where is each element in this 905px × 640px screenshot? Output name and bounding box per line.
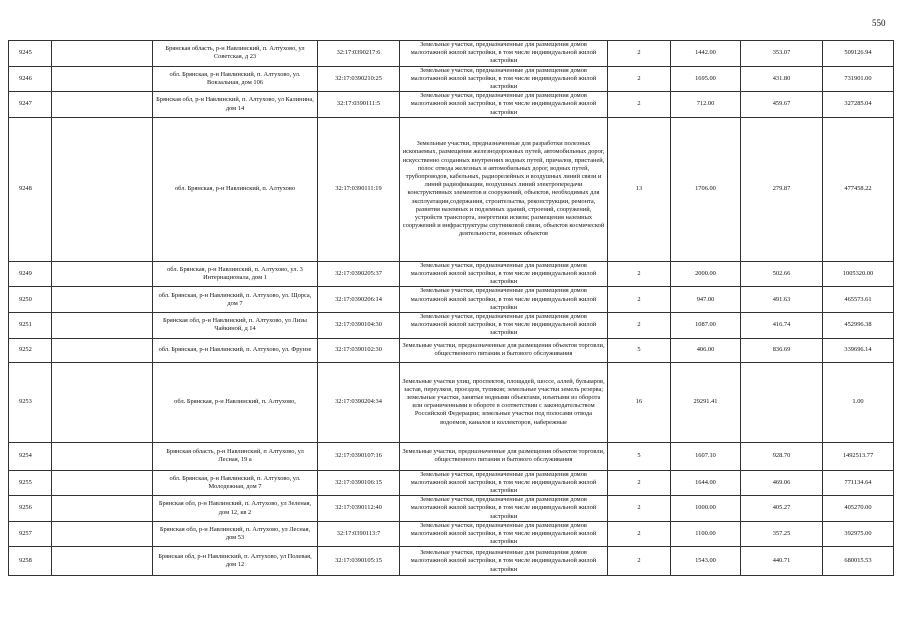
area-cell: 29291.41 — [671, 362, 741, 442]
empty-cell — [52, 521, 153, 547]
area-cell: 1644.00 — [671, 470, 741, 496]
table-row — [9, 470, 894, 496]
cadastral-value-cell: 1.00 — [823, 362, 894, 442]
use-group-cell: 2 — [608, 547, 671, 576]
table-row — [9, 547, 894, 576]
row-number: 9250 — [9, 287, 52, 313]
use-group-cell: 2 — [608, 287, 671, 313]
area-cell: 1087.00 — [671, 313, 741, 339]
cadastral-number-cell: 32:17:0390217:6 — [318, 41, 400, 67]
area-cell: 1543.00 — [671, 547, 741, 576]
use-group-cell: 2 — [608, 92, 671, 118]
empty-cell — [52, 496, 153, 522]
empty-cell — [52, 442, 153, 470]
cadastral-number-cell: 32:17:0390113:7 — [318, 521, 400, 547]
row-number: 9245 — [9, 41, 52, 67]
land-use-cell: Земельные участки, предназначенные для размещения объектов торговли, общественного питания и бытового обслуживания — [400, 442, 608, 470]
use-group-cell: 2 — [608, 66, 671, 92]
use-group-cell: 2 — [608, 496, 671, 522]
unit-value-cell: 491.63 — [741, 287, 823, 313]
cadastral-value-cell: 452996.38 — [823, 313, 894, 339]
cadastral-number-cell: 32:17:0390204:34 — [318, 362, 400, 442]
land-use-cell: Земельные участки, предназначенные для разработки полезных ископаемых, размещения железнодорожных путей, автомобильных дорог, искусственно созданных внутренних водных путей, причалов, пристаней, полос отвода железных и автомобильных дорог, водных путей, трубопроводов, кабельных, радиорелейных и воздушных линий связи и линий радиофикации, воздушных линий электропередачи конструктивных элементов и сооружений, объектов, необходимых для эксплуатации,содержания, строительства, реконструкции, ремонта, развития наземных и подземных зданий, строений, сооружений, устройств транспорта, энергетики исвязи; размещения наземных сооружений и инфраструктуры спутниковой связи, объектов космической деятельности, военных объектов — [400, 117, 608, 261]
address-cell: обл. Брянская, р-н Навлинский, п. Алтухово — [153, 117, 318, 261]
cadastral-value-cell: 327285.04 — [823, 92, 894, 118]
cadastral-number-cell: 32:17:0390205:37 — [318, 261, 400, 287]
use-group-cell: 16 — [608, 362, 671, 442]
use-group-cell: 2 — [608, 261, 671, 287]
land-plot-table — [8, 40, 894, 576]
area-cell: 1100.00 — [671, 521, 741, 547]
cadastral-value-cell: 1005320.00 — [823, 261, 894, 287]
row-number: 9246 — [9, 66, 52, 92]
cadastral-number-cell: 32:17:0390107:16 — [318, 442, 400, 470]
table-row — [9, 117, 894, 261]
empty-cell — [52, 287, 153, 313]
table-row — [9, 338, 894, 362]
use-group-cell: 5 — [608, 338, 671, 362]
row-number: 9251 — [9, 313, 52, 339]
unit-value-cell: 405.27 — [741, 496, 823, 522]
use-group-cell: 2 — [608, 313, 671, 339]
address-cell: обл. Брянская, р-н Навлинский, п. Алтухово, ул. 3 Интернационала, дом 1 — [153, 261, 318, 287]
row-number: 9254 — [9, 442, 52, 470]
cadastral-number-cell: 32:17:0390112:40 — [318, 496, 400, 522]
row-number: 9253 — [9, 362, 52, 442]
cadastral-value-cell: 405270.00 — [823, 496, 894, 522]
cadastral-number-cell: 32:17:0390111:5 — [318, 92, 400, 118]
cadastral-number-cell: 32:17:0390102:30 — [318, 338, 400, 362]
address-cell: Брянская область, р-н Навлинский, п. Алтухово, ул Советская, д 23 — [153, 41, 318, 67]
cadastral-value-cell: 680015.53 — [823, 547, 894, 576]
address-cell: Брянская обл, р-н Навлинский, п. Алтухово, ул Калинина, дом 14 — [153, 92, 318, 118]
unit-value-cell: 279.87 — [741, 117, 823, 261]
land-use-cell: Земельные участки, предназначенные для размещения домов малоэтажной жилой застройки, в том числе индивидуальной жилой застройки — [400, 521, 608, 547]
address-cell: Брянская обл, р-н Навлинский, п. Алтухово, ул Лизы Чайкиной, д 14 — [153, 313, 318, 339]
unit-value-cell: 353.07 — [741, 41, 823, 67]
cadastral-value-cell: 477458.22 — [823, 117, 894, 261]
address-cell: Брянская обл, р-н Навлинский, п. Алтухово, ул Полевая, дом 12 — [153, 547, 318, 576]
area-cell: 1442.00 — [671, 41, 741, 67]
cadastral-number-cell: 32:17:0390105:15 — [318, 547, 400, 576]
address-cell: Брянская обл, р-н Навлинский, п. Алтухово, ул Лесная, дом 53 — [153, 521, 318, 547]
address-cell: обл. Брянская, р-н Навлинский, п. Алтухово, ул. Фрунзе — [153, 338, 318, 362]
row-number: 9258 — [9, 547, 52, 576]
land-use-cell: Земельные участки, предназначенные для размещения домов малоэтажной жилой застройки, в том числе индивидуальной жилой застройки — [400, 313, 608, 339]
empty-cell — [52, 117, 153, 261]
land-use-cell: Земельные участки, предназначенные для размещения домов малоэтажной жилой застройки, в том числе индивидуальной жилой застройки — [400, 547, 608, 576]
empty-cell — [52, 338, 153, 362]
table-row — [9, 287, 894, 313]
land-use-cell: Земельные участки, предназначенные для размещения домов малоэтажной жилой застройки, в том числе индивидуальной жилой застройки — [400, 287, 608, 313]
cadastral-value-cell: 731901.00 — [823, 66, 894, 92]
table-row — [9, 92, 894, 118]
table-row — [9, 41, 894, 67]
cadastral-value-cell: 1492513.77 — [823, 442, 894, 470]
row-number: 9249 — [9, 261, 52, 287]
cadastral-number-cell: 32:17:0390111:19 — [318, 117, 400, 261]
row-number: 9252 — [9, 338, 52, 362]
unit-value-cell — [741, 362, 823, 442]
row-number: 9247 — [9, 92, 52, 118]
empty-cell — [52, 547, 153, 576]
row-number: 9248 — [9, 117, 52, 261]
row-number: 9255 — [9, 470, 52, 496]
cadastral-number-cell: 32:17:0390206:14 — [318, 287, 400, 313]
unit-value-cell: 357.25 — [741, 521, 823, 547]
empty-cell — [52, 470, 153, 496]
land-use-cell: Земельные участки, предназначенные для размещения домов малоэтажной жилой застройки, в том числе индивидуальной жилой застройки — [400, 92, 608, 118]
unit-value-cell: 469.06 — [741, 470, 823, 496]
area-cell: 1706.00 — [671, 117, 741, 261]
address-cell: обл. Брянская, р-н Навлинский, п. Алтухово, ул. Вокзальная, дом 106 — [153, 66, 318, 92]
unit-value-cell: 928.70 — [741, 442, 823, 470]
area-cell: 2000.00 — [671, 261, 741, 287]
address-cell: Брянская обл, р-н Навлинский, п. Алтухово, ул Зеленая, дом 12, кв 2 — [153, 496, 318, 522]
page-number: 550 — [872, 18, 886, 28]
address-cell: обл. Брянская, р-н Навлинский, п. Алтухово, — [153, 362, 318, 442]
area-cell: 406.00 — [671, 338, 741, 362]
area-cell: 712.00 — [671, 92, 741, 118]
land-use-cell: Земельные участки, предназначенные для размещения домов малоэтажной жилой застройки, в том числе индивидуальной жилой застройки — [400, 470, 608, 496]
empty-cell — [52, 362, 153, 442]
unit-value-cell: 459.67 — [741, 92, 823, 118]
use-group-cell: 5 — [608, 442, 671, 470]
land-use-cell: Земельные участки, предназначенные для размещения объектов торговли, общественного питания и бытового обслуживания — [400, 338, 608, 362]
use-group-cell: 2 — [608, 41, 671, 67]
table-row — [9, 442, 894, 470]
empty-cell — [52, 261, 153, 287]
cadastral-number-cell: 32:17:0390106:15 — [318, 470, 400, 496]
unit-value-cell: 502.66 — [741, 261, 823, 287]
row-number: 9257 — [9, 521, 52, 547]
land-use-cell: Земельные участки улиц, проспектов, площадей, шоссе, аллей, бульваров, застав, переулков, проездов, тупиков; земельные участки земель резерва; земельные участки, занятые водными объектами, изъятыми из оборота или ограниченными в обороте в соответствии с законодательством Российской Федерации; земельные участки под полосами отвода водоемов, каналов и коллекторов, набережные — [400, 362, 608, 442]
area-cell: 947.00 — [671, 287, 741, 313]
table-row — [9, 362, 894, 442]
empty-cell — [52, 313, 153, 339]
area-cell: 1607.10 — [671, 442, 741, 470]
cadastral-value-cell: 509126.94 — [823, 41, 894, 67]
area-cell: 1000.00 — [671, 496, 741, 522]
cadastral-number-cell: 32:17:0390104:30 — [318, 313, 400, 339]
unit-value-cell: 416.74 — [741, 313, 823, 339]
use-group-cell: 2 — [608, 470, 671, 496]
use-group-cell: 13 — [608, 117, 671, 261]
unit-value-cell: 440.71 — [741, 547, 823, 576]
table-row — [9, 521, 894, 547]
empty-cell — [52, 92, 153, 118]
land-use-cell: Земельные участки, предназначенные для размещения домов малоэтажной жилой застройки, в том числе индивидуальной жилой застройки — [400, 261, 608, 287]
address-cell: Брянская область, р-н Навлинский, п Алтухово, ул Лесная, 19 а — [153, 442, 318, 470]
table-row — [9, 496, 894, 522]
table-row — [9, 313, 894, 339]
land-use-cell: Земельные участки, предназначенные для размещения домов малоэтажной жилой застройки, в том числе индивидуальной жилой застройки — [400, 66, 608, 92]
land-use-cell: Земельные участки, предназначенные для размещения домов малоэтажной жилой застройки, в том числе индивидуальной жилой застройки — [400, 496, 608, 522]
unit-value-cell: 431.80 — [741, 66, 823, 92]
table-body — [9, 41, 894, 576]
cadastral-value-cell: 339696.14 — [823, 338, 894, 362]
row-number: 9256 — [9, 496, 52, 522]
area-cell: 1695.00 — [671, 66, 741, 92]
empty-cell — [52, 41, 153, 67]
address-cell: обл. Брянская, р-н Навлинский, п. Алтухово, ул. Молодежная, дом 7 — [153, 470, 318, 496]
empty-cell — [52, 66, 153, 92]
use-group-cell: 2 — [608, 521, 671, 547]
cadastral-value-cell: 771134.64 — [823, 470, 894, 496]
cadastral-number-cell: 32:17:0390210:25 — [318, 66, 400, 92]
cadastral-value-cell: 392975.00 — [823, 521, 894, 547]
unit-value-cell: 836.69 — [741, 338, 823, 362]
address-cell: обл. Брянская, р-н Навлинский, п. Алтухово, ул. Щорса, дом 7 — [153, 287, 318, 313]
cadastral-value-cell: 465573.61 — [823, 287, 894, 313]
table-row — [9, 261, 894, 287]
land-use-cell: Земельные участки, предназначенные для размещения домов малоэтажной жилой застройки, в том числе индивидуальной жилой застройки — [400, 41, 608, 67]
table-row — [9, 66, 894, 92]
